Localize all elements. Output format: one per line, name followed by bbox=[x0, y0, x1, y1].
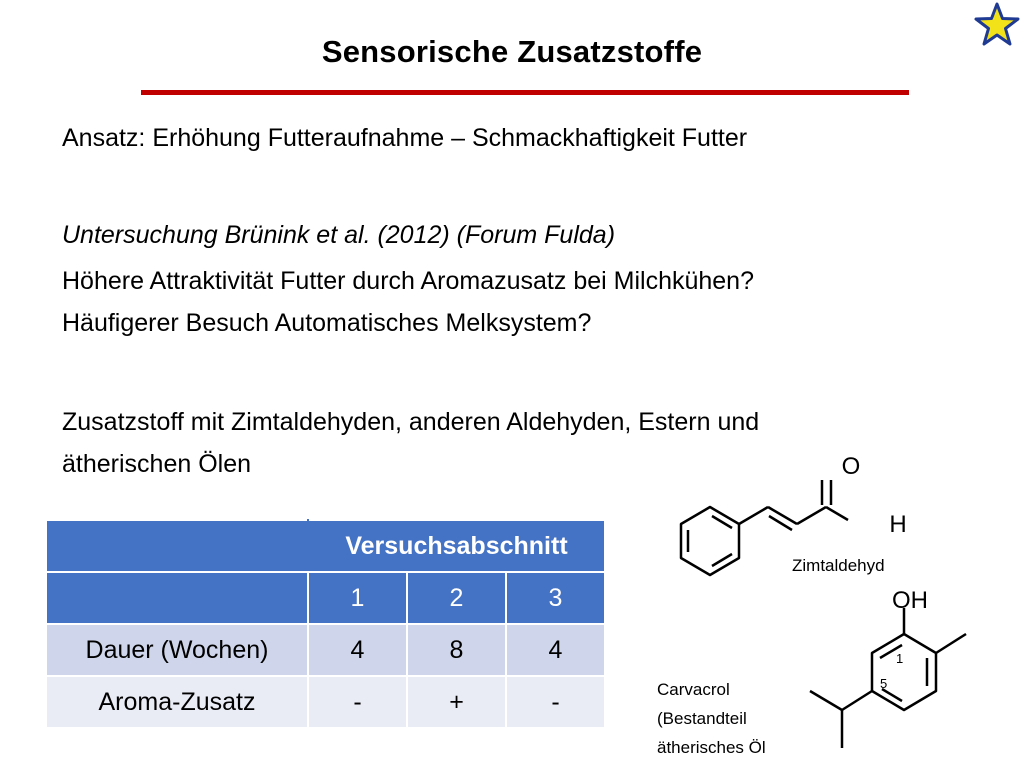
table-cell: - bbox=[506, 676, 605, 728]
slide-title: Sensorische Zusatzstoffe bbox=[321, 34, 703, 69]
question-2: Häufigerer Besuch Automatisches Melksystem? bbox=[62, 309, 592, 337]
row-label: Aroma-Zusatz bbox=[46, 676, 308, 728]
carvacrol-caption-1: Carvacrol bbox=[657, 680, 730, 699]
additive-text-1: Zusatzstoff mit Zimtaldehyden, anderen Aldehyden, Estern und bbox=[62, 408, 760, 436]
study-reference: Untersuchung Brünink et al. (2012) (Forum Fulda) bbox=[62, 221, 616, 249]
table-row bbox=[46, 676, 605, 728]
carvacrol-caption-3: ätherisches Öl bbox=[657, 738, 766, 757]
approach-text: Ansatz: Erhöhung Futteraufnahme – Schmackhaftigkeit Futter bbox=[62, 124, 748, 152]
table-row bbox=[46, 624, 605, 676]
table-cell: 4 bbox=[308, 624, 407, 676]
atom-o-label: O bbox=[841, 453, 861, 480]
zimtaldehyd-label: Zimtaldehyd bbox=[792, 556, 885, 575]
additive-text-2: ätherischen Ölen bbox=[62, 450, 252, 478]
oh-label: OH bbox=[892, 587, 928, 614]
table-cell: + bbox=[407, 676, 506, 728]
table-corner-cell bbox=[46, 572, 308, 624]
atom-number-1: 1 bbox=[896, 651, 904, 666]
phase-header: 1 bbox=[308, 572, 407, 624]
table-cell: - bbox=[308, 676, 407, 728]
atom-number-5: 5 bbox=[880, 676, 888, 691]
question-1: Höhere Attraktivität Futter durch Aromazusatz bei Milchkühen? bbox=[62, 267, 754, 295]
title-underline bbox=[141, 90, 909, 95]
table-cell: 4 bbox=[506, 624, 605, 676]
table-header-row bbox=[46, 520, 605, 572]
table-corner-cell bbox=[46, 520, 308, 572]
table-span-header: Versuchsabschnitt bbox=[308, 520, 605, 572]
carvacrol-structure bbox=[810, 608, 966, 748]
carvacrol-caption-2: (Bestandteil bbox=[657, 709, 747, 728]
phase-header: 2 bbox=[407, 572, 506, 624]
table-cell: 8 bbox=[407, 624, 506, 676]
table-phase-row bbox=[46, 572, 605, 624]
atom-h-label: H bbox=[889, 511, 907, 538]
phase-header: 3 bbox=[506, 572, 605, 624]
trial-table bbox=[45, 519, 606, 729]
row-label: Dauer (Wochen) bbox=[46, 624, 308, 676]
